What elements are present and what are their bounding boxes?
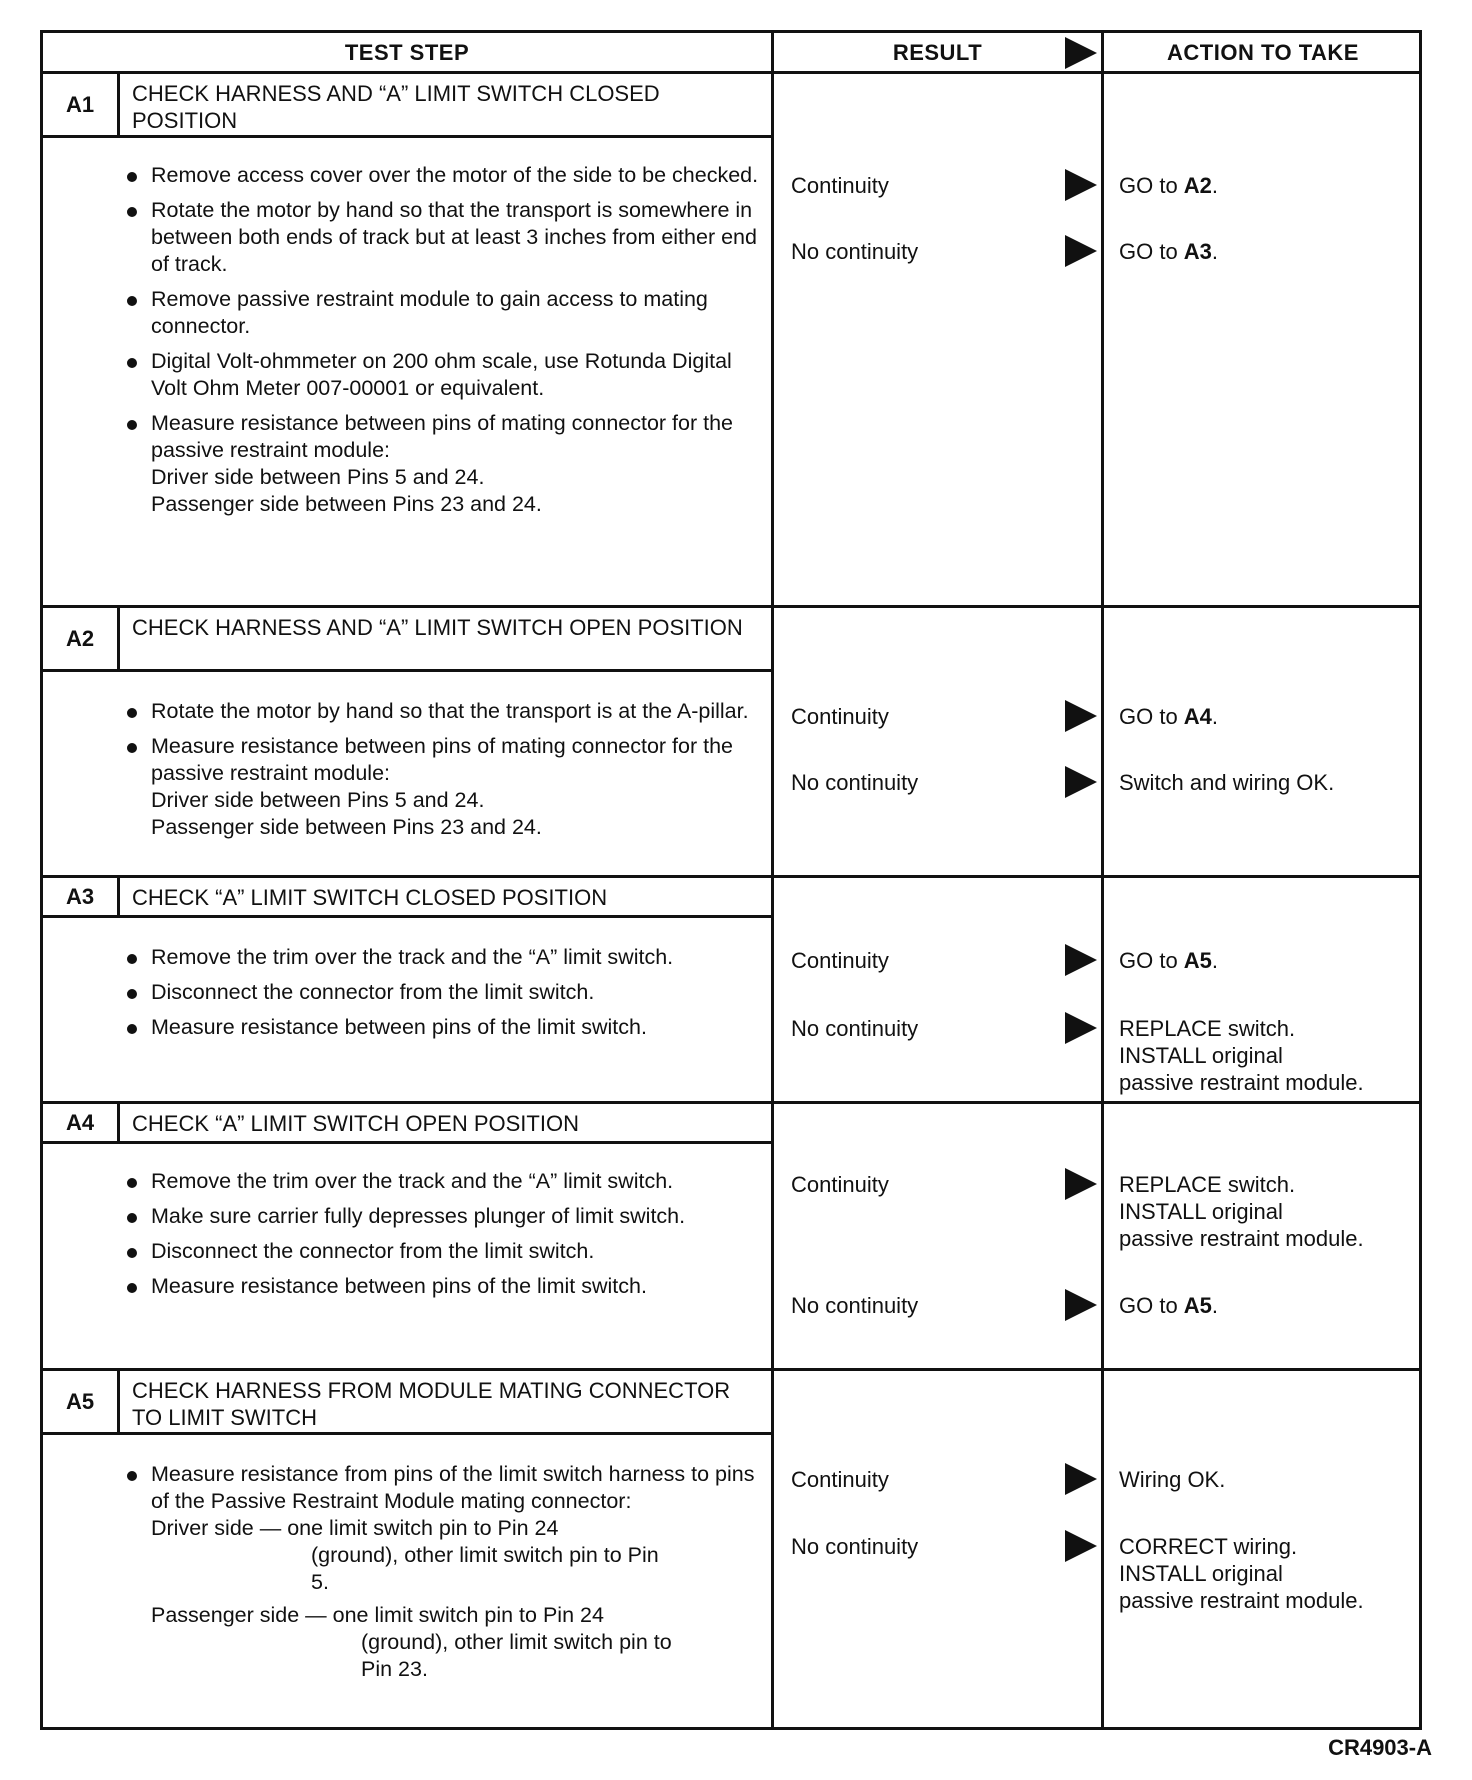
- arrow-icon: [1065, 1463, 1097, 1495]
- result-text: No continuity: [791, 1293, 919, 1318]
- driver-line: Driver side between Pins 5 and 24.: [151, 465, 485, 489]
- result-text: No continuity: [791, 239, 919, 264]
- driver-line: Driver side between Pins 5 and 24.: [151, 788, 485, 812]
- arrow-icon: [1065, 1012, 1097, 1044]
- figure-id: CR4903-A: [1328, 1735, 1432, 1760]
- header-action: ACTION TO TAKE: [1167, 40, 1359, 65]
- arrow-icon: [1065, 169, 1097, 201]
- list-item: Remove the trim over the track and the “A” limit switch.: [123, 1168, 762, 1195]
- step-text: Measure resistance from pins of the limit switch harness to pins of the Passive Restraint Module mating connector:: [151, 1462, 755, 1513]
- list-item: Rotate the motor by hand so that the transport is at the A-pillar.: [123, 698, 762, 725]
- list-item: Measure resistance between pins of the limit switch.: [123, 1014, 762, 1041]
- step-list: [123, 162, 762, 526]
- list-item: Rotate the motor by hand so that the transport is somewhere in between both ends of track but at least 3 inches from either end of track.: [123, 197, 762, 278]
- arrow-icon: [1065, 944, 1097, 976]
- action-text: REPLACE switch. INSTALL original passive restraint module.: [1119, 1172, 1364, 1251]
- arrow-icon: [1065, 1289, 1097, 1321]
- step-title: CHECK “A” LIMIT SWITCH CLOSED POSITION: [120, 878, 774, 918]
- passenger-line: (ground), other limit switch pin to: [361, 1630, 672, 1654]
- step-title: CHECK HARNESS AND “A” LIMIT SWITCH OPEN POSITION: [120, 608, 774, 672]
- step-id: A4: [43, 1104, 120, 1144]
- action-text: CORRECT wiring. INSTALL original passive restraint module.: [1119, 1534, 1364, 1613]
- passenger-line: Pin 23.: [361, 1657, 428, 1681]
- step-list: [123, 698, 762, 849]
- passenger-line: Passenger side between Pins 23 and 24.: [151, 492, 542, 516]
- list-item: Disconnect the connector from the limit switch.: [123, 1238, 762, 1265]
- driver-line: Driver side — one limit switch pin to Pin 24: [151, 1516, 559, 1540]
- section-a3: [43, 878, 774, 1101]
- result-text: No continuity: [791, 1016, 919, 1041]
- list-item: Remove the trim over the track and the “A” limit switch.: [123, 944, 762, 971]
- action-text: GO to A2.: [1119, 173, 1219, 198]
- result-text: No continuity: [791, 770, 919, 795]
- action-text: Switch and wiring OK.: [1119, 770, 1335, 795]
- list-item: Disconnect the connector from the limit switch.: [123, 979, 762, 1006]
- action-text: Wiring OK.: [1119, 1467, 1226, 1492]
- list-item: [123, 410, 762, 518]
- section-a1: [43, 74, 774, 605]
- arrow-icon: [1065, 766, 1097, 798]
- result-text: Continuity: [791, 1172, 889, 1197]
- step-id: A5: [43, 1371, 120, 1435]
- arrow-icon: [1065, 37, 1097, 69]
- section-a2: [43, 608, 774, 875]
- arrow-icon: [1065, 700, 1097, 732]
- step-list: [123, 944, 762, 1049]
- action-text: GO to A5.: [1119, 1293, 1219, 1318]
- driver-line: 5.: [311, 1570, 329, 1594]
- action-text: GO to A4.: [1119, 704, 1219, 729]
- step-text: Measure resistance between pins of mating connector for the passive restraint module:: [151, 734, 734, 785]
- list-item: Measure resistance between pins of the limit switch.: [123, 1273, 762, 1300]
- list-item: [123, 733, 762, 841]
- header-test-step: TEST STEP: [344, 40, 470, 65]
- step-title: CHECK HARNESS FROM MODULE MATING CONNECTOR TO LIMIT SWITCH: [120, 1371, 774, 1435]
- list-item: [123, 1461, 762, 1683]
- driver-line: (ground), other limit switch pin to Pin: [311, 1543, 659, 1567]
- step-id: A3: [43, 878, 120, 918]
- passenger-line: Passenger side — one limit switch pin to Pin 24: [151, 1603, 604, 1627]
- step-title: CHECK “A” LIMIT SWITCH OPEN POSITION: [120, 1104, 774, 1144]
- section-a4: [43, 1104, 774, 1368]
- list-item: Make sure carrier fully depresses plunger of limit switch.: [123, 1203, 762, 1230]
- list-item: Remove passive restraint module to gain access to mating connector.: [123, 286, 762, 340]
- diagnostic-table: [40, 30, 1422, 1730]
- step-text: Measure resistance between pins of mating connector for the passive restraint module:: [151, 411, 734, 462]
- step-id: A2: [43, 608, 120, 672]
- arrow-icon: [1065, 1168, 1097, 1200]
- action-text: GO to A3.: [1119, 239, 1219, 264]
- result-text: Continuity: [791, 1467, 889, 1492]
- step-title: CHECK HARNESS AND “A” LIMIT SWITCH CLOSED POSITION: [120, 74, 774, 138]
- result-text: Continuity: [791, 704, 889, 729]
- result-text: Continuity: [791, 173, 889, 198]
- step-list: [123, 1461, 762, 1691]
- list-item: Digital Volt-ohmmeter on 200 ohm scale, use Rotunda Digital Volt Ohm Meter 007-00001 or equivalent.: [123, 348, 762, 402]
- action-text: REPLACE switch. INSTALL original passive restraint module.: [1119, 1016, 1364, 1095]
- arrow-icon: [1065, 1530, 1097, 1562]
- list-item: Remove access cover over the motor of the side to be checked.: [123, 162, 762, 189]
- step-list: [123, 1168, 762, 1308]
- section-a5: [43, 1371, 774, 1727]
- arrow-icon: [1065, 235, 1097, 267]
- step-id: A1: [43, 74, 120, 138]
- column-divider: [1101, 33, 1104, 1727]
- result-text: Continuity: [791, 948, 889, 973]
- passenger-line: Passenger side between Pins 23 and 24.: [151, 815, 542, 839]
- header-result: RESULT: [892, 40, 983, 65]
- result-text: No continuity: [791, 1534, 919, 1559]
- action-text: GO to A5.: [1119, 948, 1219, 973]
